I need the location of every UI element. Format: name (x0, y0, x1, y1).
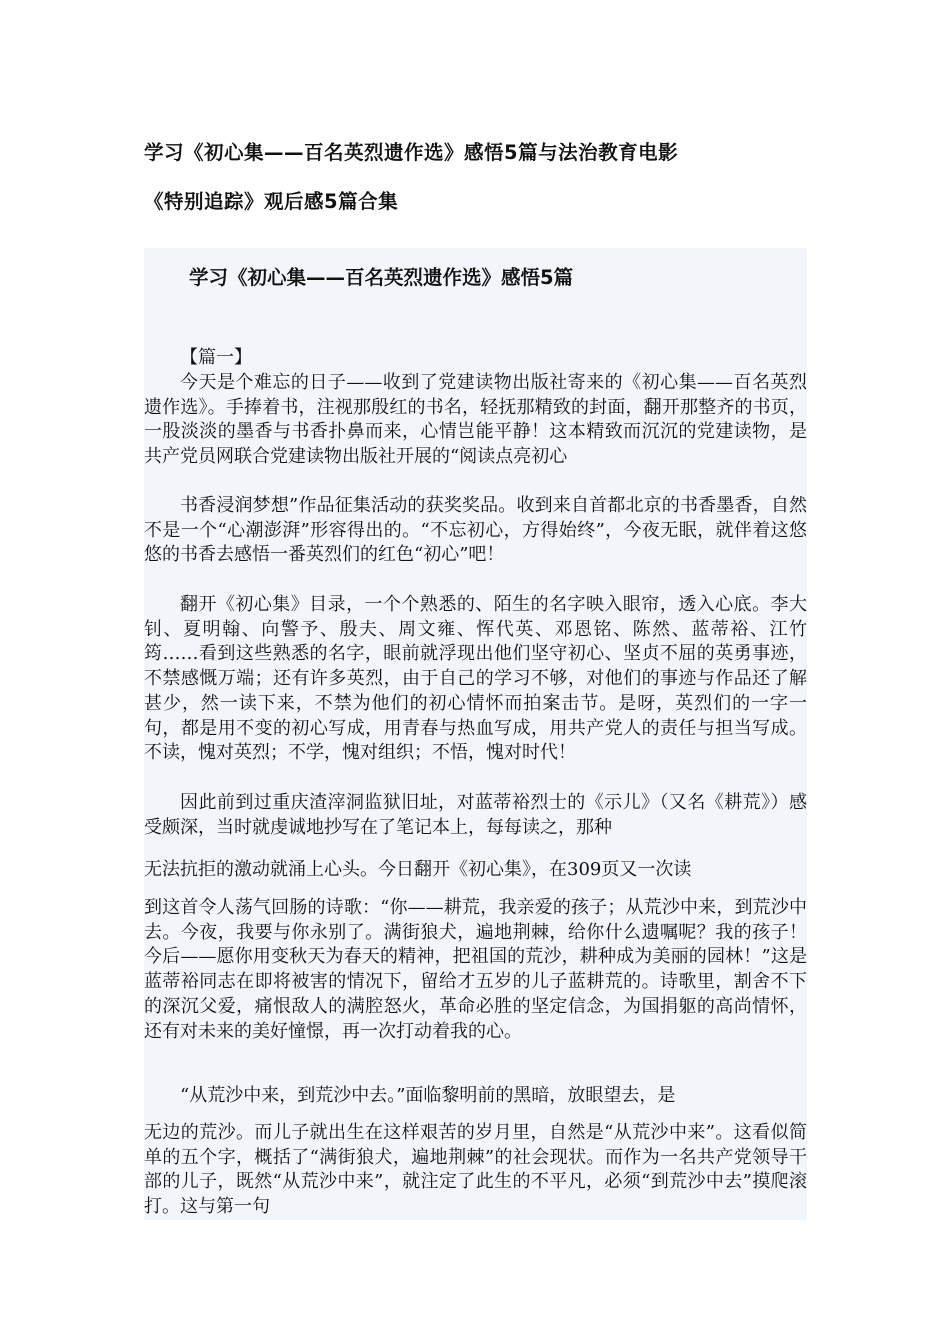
section-title: 学习《初心集——百名英烈遗作选》感悟5篇 (189, 266, 574, 289)
paragraph-1: 今天是个难忘的日子——收到了党建读物出版社寄来的《初心集——百名英烈遗作选》。手捧着书，注视那殷红的书名，轻抚那精致的封面，翻开那整齐的书页，一股淡淡的墨香与书香扑鼻而来，心情岂能平静！这本精致而沉沉的党建读物，是共产党员网联合党建读物出版社开展的“阅读点亮初心 (144, 372, 807, 468)
paragraph-7: “从荒沙中来，到荒沙中去。”面临黎明前的黑暗，放眼望去，是 (180, 1085, 676, 1106)
paragraph-4: 因此前到过重庆渣滓洞监狱旧址，对蓝蒂裕烈士的《示儿》（又名《耕荒》）感受颇深，当时就虔诚地抄写在了笔记本上，每每读之，那种 (144, 792, 807, 838)
paragraph-2: 书香浸润梦想”作品征集活动的获奖奖品。收到来自首都北京的书香墨香，自然不是一个“心潮澎湃”形容得出的。“不忘初心，方得始终”，今夜无眠，就伴着这悠悠的书香去感悟一番英烈们的红色“初心”吧！ (144, 495, 807, 566)
document-title-line-2: 《特别追踪》观后感5篇合集 (144, 190, 399, 213)
paragraph-8: 无边的荒沙。而儿子就出生在这样艰苦的岁月里，自然是“从荒沙中来”。这看似简单的五个字，概括了“满街狼犬，遍地荆棘”的社会现状。而作为一名共产党领导干部的儿子，既然“从荒沙中来”，就注定了此生的不平凡，必须“到荒沙中去”摸爬滚打。这与第一句 (144, 1122, 807, 1218)
part-label: 【篇一】 (180, 347, 252, 368)
paragraph-5: 无法抗拒的激动就涌上心头。今日翻开《初心集》，在309页又一次读 (144, 859, 692, 880)
paragraph-3: 翻开《初心集》目录，一个个熟悉的、陌生的名字映入眼帘，透入心底。李大钊、夏明翰、向警予、殷夫、周文雍、恽代英、邓恩铭、陈然、蓝蒂裕、江竹筠……看到这些熟悉的名字，眼前就浮现出他们坚守初心、坚贞不屈的英勇事迹，不禁感慨万端；还有许多英烈，由于自己的学习不够，对他们的事迹与作品还了解甚少，然一读下来，不禁为他们的初心情怀而拍案击节。是呀，英烈们的一字一句，都是用不变的初心写成，用青春与热血写成，用共产党人的责任与担当写成。不读，愧对英烈；不学，愧对组织；不悟，愧对时代！ (144, 594, 807, 764)
content-panel (144, 248, 807, 1220)
paragraph-6: 到这首令人荡气回肠的诗歌：“你——耕荒，我亲爱的孩子；从荒沙中来，到荒沙中去。今夜，我要与你永别了。满街狼犬，遍地荆棘，给你什么遗嘱呢？我的孩子！今后——愿你用变秋天为春天的精神，把祖国的荒沙，耕种成为美丽的园林！”这是蓝蒂裕同志在即将被害的情况下，留给才五岁的儿子蓝耕荒的。诗歌里，割舍不下的深沉父爱，痛恨敌人的满腔怒火，革命必胜的坚定信念，为国捐躯的高尚情怀，还有对未来的美好憧憬，再一次打动着我的心。 (144, 897, 807, 1042)
document-title-line-1: 学习《初心集——百名英烈遗作选》感悟5篇与法治教育电影 (144, 141, 679, 164)
